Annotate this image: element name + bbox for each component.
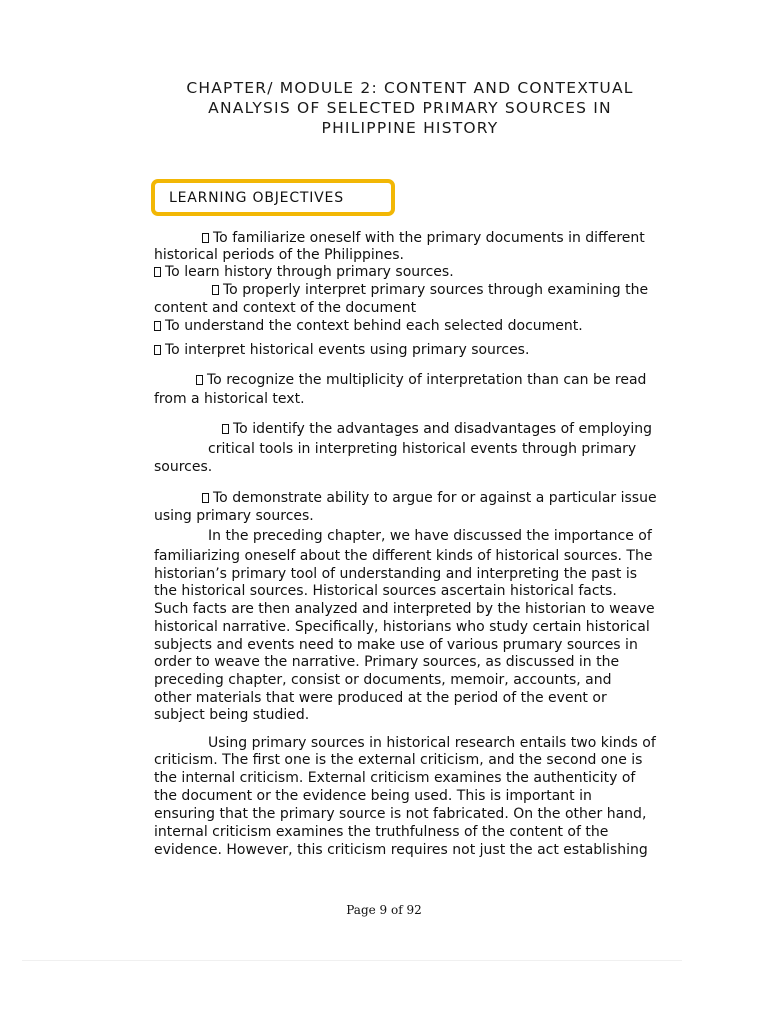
page-number: Page 9 of 92	[346, 903, 422, 917]
objective-item: To recognize the multiplicity of interpretation than can be read	[196, 372, 646, 389]
chapter-title-line: CHAPTER/ MODULE 2: CONTENT AND CONTEXTUAL	[186, 79, 634, 97]
bullet-box-icon	[196, 375, 203, 385]
objective-item: To properly interpret primary sources through examining the	[212, 282, 648, 299]
paragraph-line: historian’s primary tool of understanding and interpreting the past is	[154, 566, 638, 582]
paragraph-line: subjects and events need to make use of various prumary sources in	[154, 637, 638, 653]
paragraph-line: the historical sources. Historical sources ascertain historical facts.	[154, 583, 617, 599]
paragraph-line: order to weave the narrative. Primary sources, as discussed in the	[154, 654, 620, 670]
bullet-box-icon	[202, 493, 209, 503]
paragraph-line: Using primary sources in historical research entails two kinds of	[208, 735, 656, 751]
bullet-box-icon	[154, 321, 161, 331]
learning-objectives-heading: LEARNING OBJECTIVES	[169, 190, 344, 206]
paragraph-line: subject being studied.	[154, 707, 310, 723]
paragraph-line: criticism. The first one is the external criticism, and the second one is	[154, 752, 643, 768]
learning-objectives-box	[151, 179, 395, 216]
paragraph-line: evidence. However, this criticism requires not just the act establishing	[154, 842, 648, 858]
objective-item-continuation: from a historical text.	[154, 391, 305, 407]
objective-item-continuation: critical tools in interpreting historical events through primary	[208, 441, 637, 457]
objective-item: To familiarize oneself with the primary documents in different	[202, 230, 645, 247]
chapter-title-line: ANALYSIS OF SELECTED PRIMARY SOURCES IN	[208, 99, 612, 117]
objective-item: To learn history through primary sources.	[154, 264, 454, 281]
objective-item: To interpret historical events using primary sources.	[154, 342, 529, 359]
paragraph-line: In the preceding chapter, we have discussed the importance of	[208, 528, 652, 544]
paragraph-line: the internal criticism. External criticism examines the authenticity of	[154, 770, 636, 786]
objective-item: To understand the context behind each selected document.	[154, 318, 583, 335]
paragraph-line: ensuring that the primary source is not fabricated. On the other hand,	[154, 806, 647, 822]
chapter-title-line: PHILIPPINE HISTORY	[321, 119, 499, 137]
bullet-box-icon	[222, 424, 229, 434]
objective-item-continuation: sources.	[154, 459, 213, 475]
objective-item-continuation: historical periods of the Philippines.	[154, 247, 404, 263]
bullet-box-icon	[154, 267, 161, 277]
objective-item: To identify the advantages and disadvantages of employing	[222, 421, 652, 438]
bullet-box-icon	[154, 345, 161, 355]
bullet-box-icon	[212, 285, 219, 295]
paragraph-line: familiarizing oneself about the different kinds of historical sources. The	[154, 548, 653, 564]
paragraph-line: other materials that were produced at the period of the event or	[154, 690, 607, 706]
paragraph-line: the document or the evidence being used. This is important in	[154, 788, 592, 804]
objective-item-continuation: content and context of the document	[154, 300, 417, 316]
paragraph-line: historical narrative. Specifically, historians who study certain historical	[154, 619, 650, 635]
chapter-title	[150, 78, 670, 138]
paragraph-line: preceding chapter, consist or documents, memoir, accounts, and	[154, 672, 612, 688]
paragraph-line: Such facts are then analyzed and interpreted by the historian to weave	[154, 601, 655, 617]
paragraph-line: internal criticism examines the truthfulness of the content of the	[154, 824, 609, 840]
objective-item: To demonstrate ability to argue for or against a particular issue	[202, 490, 657, 507]
footer-divider	[22, 960, 682, 961]
objective-item-continuation: using primary sources.	[154, 508, 314, 524]
bullet-box-icon	[202, 233, 209, 243]
